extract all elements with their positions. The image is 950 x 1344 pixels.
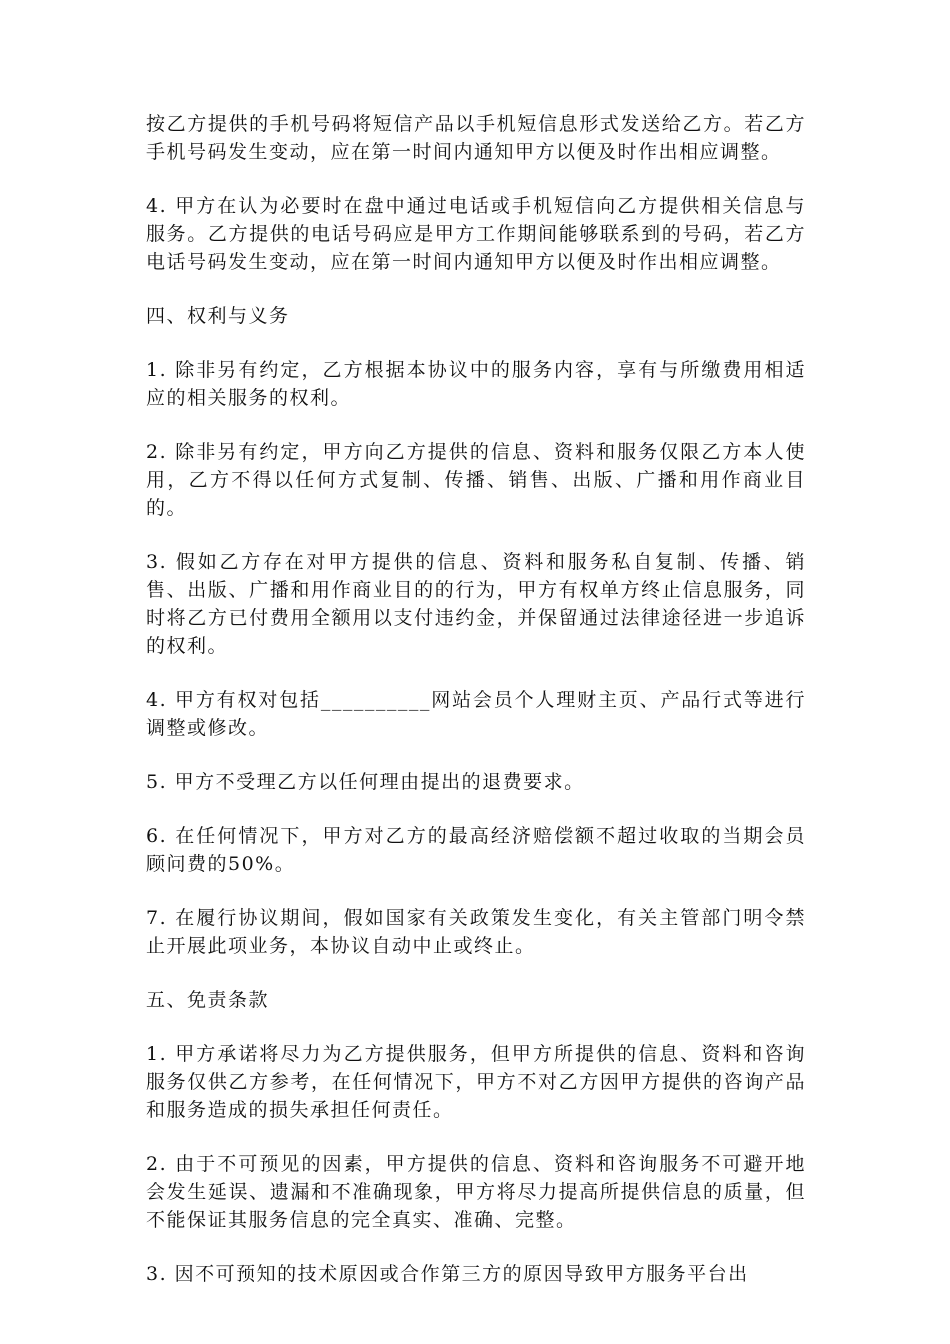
paragraph-clause-4-phone-contact: 4. 甲方在认为必要时在盘中通过电话或手机短信向乙方提供相关信息与服务。乙方提供的电话号码应是甲方工作期间能够联系到的号码，若乙方电话号码发生变动，应在第一时间内通知甲方以便及时作出相应调整。 (146, 195, 806, 273)
paragraph-rights-3: 3. 假如乙方存在对甲方提供的信息、资料和服务私自复制、传播、销售、出版、广播和用作商业目的的行为，甲方有权单方终止信息服务，同时将乙方已付费用全额用以支付违约金，并保留通过法律途径进一步追诉的权利。 (146, 551, 806, 657)
paragraph-rights-1: 1. 除非另有约定，乙方根据本协议中的服务内容，享有与所缴费用相适应的相关服务的权利。 (146, 359, 806, 409)
section-heading-disclaimer: 五、免责条款 (146, 989, 270, 1011)
paragraph-rights-6: 6. 在任何情况下，甲方对乙方的最高经济赔偿额不超过收取的当期会员顾问费的50%。 (146, 825, 806, 875)
paragraph-disclaimer-2: 2. 由于不可预见的因素，甲方提供的信息、资料和咨询服务不可避开地会发生延误、遗漏和不准确现象，甲方将尽力提高所提供信息的质量，但不能保证其服务信息的完全真实、准确、完整。 (146, 1153, 806, 1231)
section-heading-rights-obligations: 四、权利与义务 (146, 305, 290, 327)
paragraph-rights-2: 2. 除非另有约定，甲方向乙方提供的信息、资料和服务仅限乙方本人使用，乙方不得以任何方式复制、传播、销售、出版、广播和用作商业目的。 (146, 441, 806, 519)
paragraph-rights-7: 7. 在履行协议期间，假如国家有关政策发生变化，有关主管部门明令禁止开展此项业务，本协议自动中止或终止。 (146, 907, 806, 957)
paragraph-rights-4: 4. 甲方有权对包括__________网站会员个人理财主页、产品行式等进行调整或修改。 (146, 689, 806, 739)
document-body (146, 110, 806, 1314)
paragraph-disclaimer-3: 3. 因不可预知的技术原因或合作第三方的原因导致甲方服务平台出 (146, 1263, 749, 1285)
paragraph-disclaimer-1: 1. 甲方承诺将尽力为乙方提供服务，但甲方所提供的信息、资料和咨询服务仅供乙方参考，在任何情况下，甲方不对乙方因甲方提供的咨询产品和服务造成的损失承担任何责任。 (146, 1043, 806, 1121)
paragraph-sms-delivery: 按乙方提供的手机号码将短信产品以手机短信息形式发送给乙方。若乙方手机号码发生变动，应在第一时间内通知甲方以便及时作出相应调整。 (146, 113, 806, 163)
paragraph-rights-5: 5. 甲方不受理乙方以任何理由提出的退费要求。 (146, 771, 585, 793)
